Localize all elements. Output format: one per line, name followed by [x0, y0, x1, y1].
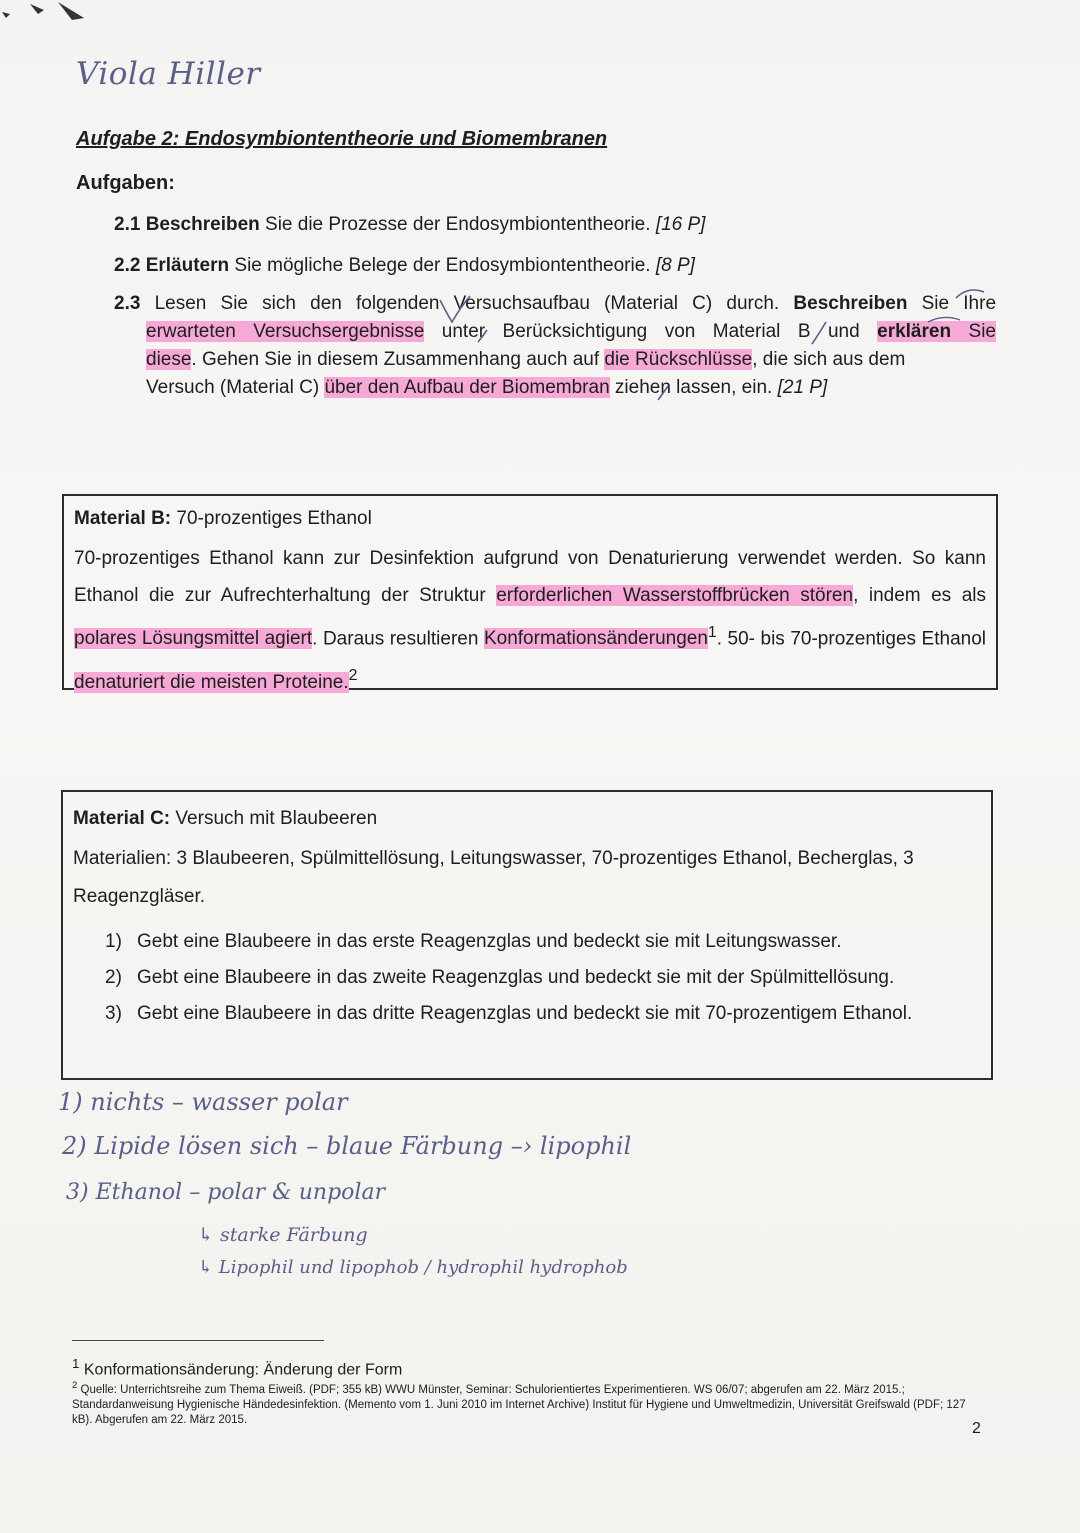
material-c-box: [61, 790, 993, 1080]
material-b-text: 70-prozentiges Ethanol kann zur Desinfektion aufgrund von Denaturierung verwendet werden. So kann Ethanol die zur Aufrechterhaltung der Struktur erforderlichen Wasserstoffbrücken stören, indem es als polares Lösungsmittel agiert. Daraus resultieren Konformationsänderungen$^1$. 50- bis 70-prozentiges Ethanol denaturiert die meisten Proteine.$^2$: [74, 548, 986, 693]
handwritten-note-5: ↳ Lipophil und lipophob / hydrophil hydrophob: [198, 1257, 628, 1278]
footnote-1: $^1$ Konformationsänderung: Änderung der Form: [72, 1356, 403, 1379]
material-c-steps: [105, 924, 981, 1032]
highlight-erwartete-ergebnisse: erwarteten Versuchsergebnisse: [146, 321, 425, 342]
task-2-3: 2.3 Lesen Sie sich den folgenden Versuchsaufbau (Material C) durch. Beschreiben Sie Ihre erwarteten Versuchsergebnisse unter Berücksichtigung von Material B und erklären Sie diese. Gehen Sie in diesem Zusammenhang auch auf die Rückschlüsse, die sich aus dem Versuch (Material C) über den Aufbau der Biomembran ziehen lassen, ein. [21 P]: [114, 293, 997, 398]
task-2-1: 2.1 Beschreiben Sie die Prozesse der Endosymbiontentheorie. [16 P]: [114, 214, 706, 235]
page-number: 2: [972, 1420, 981, 1437]
handwritten-note-1: 1) nichts – wasser polar: [58, 1088, 348, 1116]
handwritten-note-4: ↳ starke Färbung: [198, 1224, 368, 1246]
list-item: 1) Gebt eine Blaubeere in das erste Reagenzglas und bedeckt sie mit Leitungswasser.: [105, 931, 842, 952]
task-2-2: 2.2 Erläutern Sie mögliche Belege der Endosymbiontentheorie. [8 P]: [114, 255, 695, 276]
tasks-label: Aufgaben:: [76, 172, 175, 194]
material-c-materials: Materialien: 3 Blaubeeren, Spülmittellösung, Leitungswasser, 70-prozentiges Ethanol, Becherglas, 3 Reagenzgläser.: [73, 848, 914, 907]
handwritten-note-3: 3) Ethanol – polar & unpolar: [66, 1180, 386, 1205]
material-b-box: [62, 494, 998, 693]
list-item: 2) Gebt eine Blaubeere in das zweite Reagenzglas und bedeckt sie mit der Spülmittellösung.: [105, 967, 895, 988]
material-c-title: Material C: Versuch mit Blaubeeren: [73, 808, 378, 829]
highlight-rueckschluesse: die Rückschlüsse: [604, 349, 753, 370]
list-item: 3) Gebt eine Blaubeere in das dritte Reagenzglas und bedeckt sie mit 70-prozentigem Ethanol.: [105, 1003, 913, 1024]
footnote-2: $^2$ Quelle: Unterrichtsreihe zum Thema Eiweiß. (PDF; 355 kB) WWU Münster, Seminar: Schulorientiertes Experimentieren. WS 06/07; abgerufen am 22. März 2015.; Standardanweisung Hygienische Händedesinfektion. (Memento vom 1. Juni 2010 im Internet Archive) Institut für Hygiene und Umweltmedizin, Universität Greifswald (PDF; 127 kB). Abgerufen am 22. März 2015.: [72, 1380, 966, 1426]
highlight-biomembran: über den Aufbau der Biomembran: [324, 377, 610, 398]
task-title: Aufgabe 2: Endosymbiontentheorie und Biomembranen: [76, 128, 608, 150]
student-name: Viola Hiller: [76, 56, 261, 92]
pen-annotation-marks: [0, 0, 1080, 420]
handwritten-note-2: 2) Lipide lösen sich – blaue Färbung –› lipophil: [62, 1132, 632, 1160]
material-b-title: Material B: 70-prozentiges Ethanol: [74, 508, 372, 529]
footnote-divider: [72, 1340, 324, 1341]
